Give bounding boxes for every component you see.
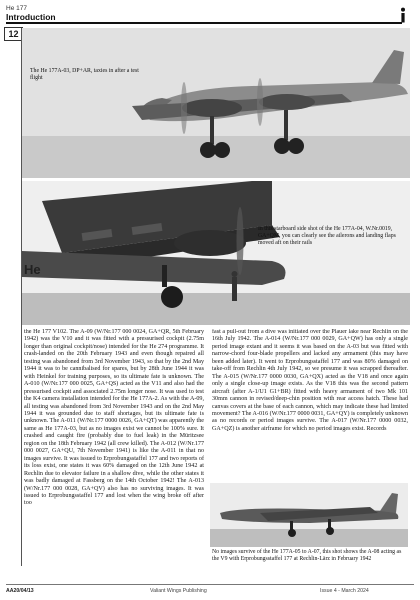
header-model: He 177 [6, 5, 27, 12]
body-column-1: the He 177 V102. The A-09 (W/Nr.177 000 0024, GA+QR, 5th February 1942) was the V10 and it was fitted with a pressurised cockpit (2.75m longer than original cockpit/nose) intended for the He 274 programme. It crash-landed on the 20th February 1943 and even though repaired all testing was abandoned from 3rd November 1943, so that by the 2nd May 1944 it was to be cannibalised for spares, but by 28th June 1944 it was with Heinkel for training purposes, so its ultimate fate is unknown. The A-010 (W/Nr.177 000 0025, GA+QS) acted as the V11 and also had the pressurised cockpit and associated 2.75m longer nose. It was used to test the K4 camera installation intended for the He 177A-2. As with the A-09, all testing was abandoned from 3rd November 1943 and on the 2nd May 1944 it was grounded due to staff shortages, but its ultimate fate is unknown. The A-011 (W/Nr.177 0000 0026, GA+QT) was apparently the same as He 177A-03, but as no images exist we cannot be 100% sure. It crashed and caught fire (probably due to fuel leak) in the Müritzsee region on the 18th February 1942 (all crew killed). The A-012 (W/Nr.177 000 0027, GA+QU, 7th November 1941) is like the A-011 in that no images survive. It was issued to Erprobungsstaffel 177 and two reports of its loss exist, one states it was 60% damaged on the 12th June 1942 at Rechlin due to elevator failure in a shallow dive, while the other states it was badly damaged at Fassberg on the 14th October 1942! The A-013 (W/Nr.177 000 0028, GA+QV) also has no surviving images. It was issued to Erprobungsstaffel 177 and lost when the wing broke off after too [24, 329, 204, 507]
body-column-2: fast a pull-out from a dive was initiated over the Plauer lake near Rechlin on the 16th July 1942. The A-014 (W/Nr.177 000 0029, GA+QW) has only a single period image extant and it seems it was based on the A-03 but was fitted with narrow-chord four-blade propellers and lacked any armament (this may have been added later). It went to Erprobungsstaffel 177 and was 80% damaged on take-off from Rechlin 4th July 1942, so we presume it was scrapped thereafter. The A-015 (W/Nr.177 0000 0030, GA+QX) acted as the V18 and once again only a single close-up image exists. As the V18 this was the second pattern aircraft (after A-1/U1 G1+BR) fitted with heavy armament of two Mk 101 30mm cannon in revised/deep-chin position with rear access hatch. These had canvas covers at the base of each cannon, which may indicate these had limited movement? The A-016 (W/Nr.177 0000 0031, GA+QY) is completely unknown as no records or period images survive. The A-017 (W/Nr.177 0000 0032, GA+QZ) is another airframe for which no period images exist. Records [212, 329, 408, 432]
footer-issue: Issue 4 - March 2024 [320, 588, 369, 594]
photo-caption-2: In this starboard side shot of the He 177A-04, W.Nr.0019, GA+QM, you can clearly see the ailerons and landing flaps moved aft on their rails [258, 226, 396, 247]
photo-caption-3: No images survive of the He 177A-05 to A-07, this shot shows the A-08 acting as the V9 with Erprobungsstaffel 177 at Rechlin-Lärz in February 1942 [212, 549, 402, 563]
tail-marking: He [24, 262, 41, 277]
section-title: Introduction [6, 12, 56, 22]
photo-a08-v9 [210, 483, 408, 547]
photo-caption-1: The He 177A-03, DP+AR, taxies in after a test flight [30, 68, 139, 82]
photo-starboard-side [22, 181, 410, 325]
footer-code: AA20/04/13 [6, 588, 34, 594]
footer-rule [6, 584, 414, 585]
photo-aircraft-taxi [22, 28, 410, 178]
page-number: 12 [4, 27, 23, 41]
footer-publisher: Valiant Wings Publishing [150, 588, 207, 594]
info-icon [399, 7, 407, 23]
header-rule [6, 22, 402, 24]
